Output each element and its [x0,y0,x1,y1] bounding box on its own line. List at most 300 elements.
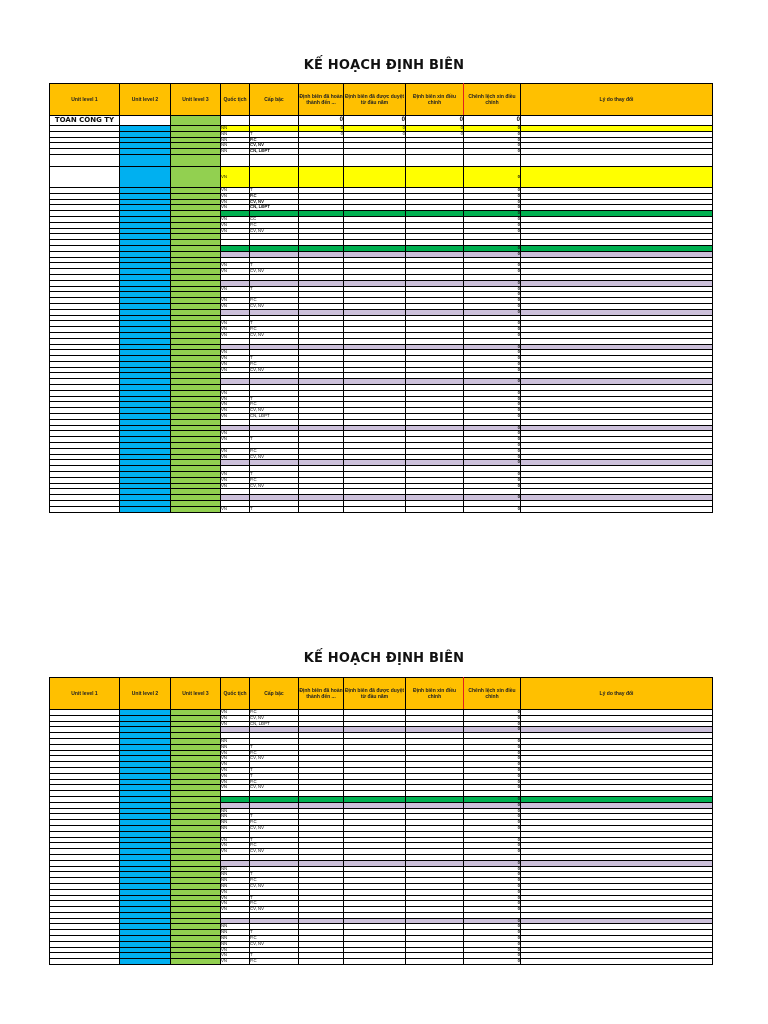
nationality-cell[interactable]: VN [221,767,250,773]
nationality-cell[interactable]: VN [221,303,250,309]
grade-cell[interactable]: T [250,356,299,362]
reason-cell[interactable] [521,166,713,187]
unit-level-2-cell[interactable] [120,154,171,166]
grade-cell[interactable]: CN, LĐPT [250,721,299,727]
requested-cell[interactable] [406,506,464,512]
nationality-cell[interactable]: VN [221,222,250,228]
staffing-plan-table-2 [49,677,713,965]
difference-cell[interactable]: 0 [464,808,521,814]
nationality-cell[interactable]: VN [221,396,250,402]
nationality-cell[interactable]: VN [221,437,250,443]
difference-cell[interactable]: 0 [464,187,521,193]
nationality-cell[interactable]: VN [221,483,250,489]
nationality-cell[interactable]: VN [221,298,250,304]
nationality-cell[interactable]: VN [221,448,250,454]
grade-cell[interactable]: T [250,930,299,936]
nationality-cell[interactable]: NN [221,808,250,814]
nationality-cell[interactable]: NN [221,866,250,872]
nationality-cell[interactable]: VN [221,205,250,211]
nationality-cell[interactable]: VN [221,477,250,483]
col-requested: Định biên xin điều chỉnh [406,84,464,116]
difference-cell[interactable]: 0 [464,762,521,768]
nationality-cell[interactable]: VN [221,710,250,716]
grade-cell[interactable]: CV, NV [250,269,299,275]
difference-cell[interactable]: 0 [464,924,521,930]
grade-cell[interactable]: P.C [250,843,299,849]
nationality-cell[interactable]: NN [221,149,250,155]
nationality-cell[interactable]: VN [221,327,250,333]
nationality-cell[interactable]: VN [221,321,250,327]
nationality-cell[interactable]: VN [221,895,250,901]
grade-cell[interactable]: P.C [250,750,299,756]
nationality-cell[interactable]: VN [221,953,250,959]
approved-cell[interactable] [344,166,406,187]
requested-cell[interactable]: 0 [406,126,464,132]
unit-level-1-cell[interactable] [50,154,120,166]
grade-cell[interactable]: P.C [250,327,299,333]
grade-cell[interactable]: T [250,437,299,443]
nationality-cell[interactable]: NN [221,131,250,137]
nationality-cell[interactable]: VN [221,199,250,205]
difference-cell[interactable]: 0 [464,506,521,512]
nationality-cell[interactable]: VN [221,715,250,721]
requested-cell[interactable] [406,166,464,187]
nationality-cell[interactable]: VN [221,472,250,478]
difference-cell[interactable]: 0 [464,959,521,965]
difference-cell[interactable]: 0 [464,773,521,779]
nationality-cell[interactable]: VN [221,228,250,234]
grade-cell[interactable] [250,166,299,187]
grade-cell[interactable]: CV, NV [250,907,299,913]
col-grade: Cấp bậc [250,84,299,116]
reason-cell[interactable] [521,154,713,166]
grade-cell[interactable]: CV, NV [250,228,299,234]
grade-cell[interactable]: T [250,872,299,878]
difference-cell[interactable]: 0 [464,309,521,315]
difference-cell[interactable]: 0 [464,292,521,298]
grade-cell[interactable]: CV, NV [250,303,299,309]
grade-cell[interactable]: T [250,837,299,843]
table-row [50,166,713,187]
difference-cell[interactable]: 0 [464,245,521,251]
difference-cell[interactable]: 0 [464,825,521,831]
difference-cell[interactable]: 0 [464,820,521,826]
unit-level-1-cell[interactable] [50,166,120,187]
nationality-cell[interactable]: VN [221,750,250,756]
requested-cell[interactable] [406,154,464,166]
approved-cell[interactable] [344,154,406,166]
difference-cell[interactable]: 0 [464,721,521,727]
nationality-cell[interactable]: VN [221,779,250,785]
difference-cell[interactable]: 0 [464,321,521,327]
difference-cell[interactable]: 0 [464,361,521,367]
col-unit-level-1: Unit level 1 [50,84,120,116]
total-difference[interactable]: 0 [464,116,521,126]
grade-cell[interactable]: CV, NV [250,825,299,831]
unit-level-3-cell[interactable] [171,166,221,187]
col-difference: Chênh lệch xin điều chỉnh [464,84,521,116]
difference-cell[interactable]: 0 [464,367,521,373]
cell[interactable] [250,116,299,126]
cell[interactable] [120,116,171,126]
difference-cell[interactable]: 0 [464,907,521,913]
difference-cell[interactable]: 0 [464,390,521,396]
grade-cell[interactable]: CN, LĐPT [250,149,299,155]
nationality-cell[interactable]: NN [221,825,250,831]
difference-cell[interactable]: 0 [464,437,521,443]
col-grade: Cấp bậc [250,678,299,710]
nationality-cell[interactable] [221,154,250,166]
nationality-cell[interactable]: NN [221,872,250,878]
difference-cell[interactable]: 0 [464,878,521,884]
company-label: TOÀN CÔNG TY [50,116,120,126]
nationality-cell[interactable]: NN [221,137,250,143]
nationality-cell[interactable]: VN [221,721,250,727]
grade-cell[interactable]: T [250,895,299,901]
difference-cell[interactable]: 0 [464,744,521,750]
difference-cell[interactable]: 0 [464,166,521,187]
header-row [50,678,713,710]
grade-cell[interactable]: P.C [250,137,299,143]
cell[interactable] [521,116,713,126]
col-unit-level-2: Unit level 2 [120,678,171,710]
total-approved[interactable]: 0 [344,116,406,126]
grade-cell[interactable]: T [250,953,299,959]
grade-cell[interactable]: CV, NV [250,454,299,460]
nationality-cell[interactable]: VN [221,947,250,953]
nationality-cell[interactable]: VN [221,166,250,187]
difference-cell[interactable]: 0 [464,756,521,762]
nationality-cell[interactable]: VN [221,843,250,849]
difference-cell[interactable]: 0 [464,715,521,721]
page2-title: KẾ HOẠCH ĐỊNH BIÊN [303,651,465,666]
difference-cell[interactable]: 0 [464,269,521,275]
difference-cell[interactable]: 0 [464,738,521,744]
difference-cell[interactable]: 0 [464,379,521,385]
completed-cell[interactable]: 0 [299,131,344,137]
difference-cell[interactable]: 0 [464,344,521,350]
approved-cell[interactable]: 0 [344,126,406,132]
nationality-cell[interactable]: VN [221,773,250,779]
grade-cell[interactable]: CV, NV [250,483,299,489]
col-unit-level-3: Unit level 3 [171,678,221,710]
nationality-cell[interactable]: VN [221,390,250,396]
nationality-cell[interactable]: VN [221,216,250,222]
page1-title: KẾ HOẠCH ĐỊNH BIÊN [303,58,465,73]
grade-cell[interactable]: P.C [250,779,299,785]
difference-cell[interactable]: 0 [464,149,521,155]
difference-cell[interactable]: 0 [464,396,521,402]
difference-cell[interactable]: 0 [464,727,521,733]
col-unit-level-1: Unit level 1 [50,678,120,710]
col-approved: Định biên đã được duyệt từ đầu năm [344,84,406,116]
grade-cell[interactable]: P.C [250,402,299,408]
nationality-cell[interactable]: VN [221,756,250,762]
col-requested: Định biên xin điều chỉnh [406,678,464,710]
nationality-cell[interactable]: NN [221,941,250,947]
difference-cell[interactable]: 0 [464,936,521,942]
difference-cell[interactable]: 0 [464,860,521,866]
difference-cell[interactable]: 0 [464,251,521,257]
nationality-cell[interactable]: NN [221,126,250,132]
unit-level-3-cell[interactable] [171,506,221,512]
difference-cell[interactable]: 0 [464,199,521,205]
difference-cell[interactable]: 0 [464,460,521,466]
grade-cell[interactable]: CN, LĐPT [250,205,299,211]
difference-cell[interactable]: 0 [464,901,521,907]
difference-cell[interactable]: 0 [464,327,521,333]
nationality-cell[interactable]: NN [221,936,250,942]
requested-cell[interactable]: 0 [406,131,464,137]
difference-cell[interactable]: 0 [464,263,521,269]
nationality-cell[interactable]: NN [221,814,250,820]
difference-cell[interactable]: 0 [464,414,521,420]
difference-cell[interactable]: 0 [464,930,521,936]
unit-level-2-cell[interactable] [120,166,171,187]
difference-cell[interactable]: 0 [464,280,521,286]
grade-cell[interactable]: CV, NV [250,785,299,791]
col-completed: Định biên đã hoàn thành đến ... [299,84,344,116]
reason-cell[interactable] [521,959,713,965]
difference-cell[interactable]: 0 [464,448,521,454]
difference-cell[interactable]: 0 [464,131,521,137]
difference-cell[interactable]: 0 [464,895,521,901]
grade-cell[interactable]: CV, NV [250,941,299,947]
unit-level-3-cell[interactable] [171,154,221,166]
difference-cell[interactable]: 0 [464,222,521,228]
difference-cell[interactable]: 0 [464,814,521,820]
difference-cell[interactable]: 0 [464,356,521,362]
total-requested[interactable]: 0 [406,116,464,126]
table-row [50,506,713,512]
nationality-cell[interactable]: VN [221,414,250,420]
nationality-cell[interactable]: NN [221,924,250,930]
difference-cell[interactable]: 0 [464,298,521,304]
nationality-cell[interactable]: VN [221,402,250,408]
difference-cell[interactable]: 0 [464,796,521,802]
unit-level-1-cell[interactable] [50,506,120,512]
unit-level-2-cell[interactable] [120,506,171,512]
completed-cell[interactable] [299,506,344,512]
col-nationality: Quốc tịch [221,84,250,116]
grade-cell[interactable]: T [250,767,299,773]
nationality-cell[interactable]: VN [221,269,250,275]
difference-cell[interactable]: 0 [464,443,521,449]
difference-cell[interactable]: 0 [464,866,521,872]
total-completed[interactable]: 0 [299,116,344,126]
difference-cell[interactable]: 0 [464,785,521,791]
difference-cell[interactable]: 0 [464,228,521,234]
difference-cell[interactable]: 0 [464,883,521,889]
nationality-cell[interactable]: VN [221,356,250,362]
difference-cell[interactable]: 0 [464,193,521,199]
grade-cell[interactable]: P.C [250,820,299,826]
requested-cell[interactable] [406,959,464,965]
grade-cell[interactable]: P.C [250,878,299,884]
approved-cell[interactable] [344,506,406,512]
completed-cell[interactable] [299,166,344,187]
difference-cell[interactable]: 0 [464,750,521,756]
difference-cell[interactable]: 0 [464,205,521,211]
table-row [50,959,713,965]
completed-cell[interactable] [299,959,344,965]
difference-cell[interactable]: 0 [464,137,521,143]
nationality-cell[interactable]: NN [221,883,250,889]
grade-cell[interactable]: T [250,814,299,820]
col-nationality: Quốc tịch [221,678,250,710]
nationality-cell[interactable]: VN [221,350,250,356]
col-approved: Định biên đã được duyệt từ đầu năm [344,678,406,710]
grade-cell[interactable]: T [250,263,299,269]
col-difference: Chênh lệch xin điều chỉnh [464,678,521,710]
nationality-cell[interactable]: VN [221,367,250,373]
grade-cell[interactable]: P.C [250,710,299,716]
difference-cell[interactable]: 0 [464,941,521,947]
nationality-cell[interactable]: VN [221,193,250,199]
grade-cell[interactable]: T [250,131,299,137]
difference-cell[interactable]: 0 [464,211,521,217]
nationality-cell[interactable]: NN [221,738,250,744]
nationality-cell[interactable]: VN [221,187,250,193]
approved-cell[interactable] [344,959,406,965]
nationality-cell[interactable]: VN [221,361,250,367]
nationality-cell[interactable]: VN [221,901,250,907]
company-total-row [50,116,713,126]
difference-cell[interactable]: 0 [464,408,521,414]
unit-level-1-cell[interactable] [50,959,120,965]
difference-cell[interactable]: 0 [464,143,521,149]
grade-cell[interactable]: CV, NV [250,367,299,373]
grade-cell[interactable]: T [250,744,299,750]
nationality-cell[interactable]: NN [221,878,250,884]
grade-cell[interactable]: P.C [250,448,299,454]
grade-cell[interactable]: P.C [250,361,299,367]
staffing-plan-table-1 [49,83,713,513]
grade-cell[interactable]: P.C [250,901,299,907]
grade-cell[interactable]: T [250,472,299,478]
difference-cell[interactable]: 0 [464,843,521,849]
difference-cell[interactable]: 0 [464,837,521,843]
nationality-cell[interactable]: NN [221,143,250,149]
nationality-cell[interactable]: VN [221,431,250,437]
difference-cell[interactable]: 0 [464,495,521,501]
header-row [50,84,713,116]
difference-cell[interactable]: 0 [464,402,521,408]
difference-cell[interactable]: 0 [464,779,521,785]
col-completed: Định biên đã hoàn thành đến ... [299,678,344,710]
completed-cell[interactable]: 0 [299,126,344,132]
difference-cell[interactable]: 0 [464,483,521,489]
unit-level-3-cell[interactable] [171,959,221,965]
col-reason: Lý do thay đổi [521,84,713,116]
col-reason: Lý do thay đổi [521,678,713,710]
grade-cell[interactable]: CV, NV [250,715,299,721]
nationality-cell[interactable]: VN [221,332,250,338]
grade-cell[interactable]: T [250,396,299,402]
nationality-cell[interactable]: VN [221,286,250,292]
difference-cell[interactable]: 0 [464,947,521,953]
difference-cell[interactable]: 0 [464,953,521,959]
cell[interactable] [171,116,221,126]
nationality-cell[interactable]: VN [221,889,250,895]
difference-cell[interactable]: 0 [464,431,521,437]
grade-cell[interactable]: CV, NV [250,849,299,855]
difference-cell[interactable]: 0 [464,477,521,483]
grade-cell[interactable]: T [250,187,299,193]
grade-cell[interactable]: CC [250,216,299,222]
nationality-cell[interactable]: VN [221,849,250,855]
difference-cell[interactable]: 0 [464,303,521,309]
grade-cell[interactable]: T [250,773,299,779]
grade-cell[interactable]: CV, NV [250,332,299,338]
difference-cell[interactable]: 0 [464,350,521,356]
difference-cell[interactable]: 0 [464,454,521,460]
grade-cell[interactable]: CV, NV [250,199,299,205]
completed-cell[interactable] [299,154,344,166]
unit-level-2-cell[interactable] [120,959,171,965]
cell[interactable] [221,116,250,126]
nationality-cell[interactable]: VN [221,408,250,414]
nationality-cell[interactable]: VN [221,263,250,269]
nationality-cell[interactable]: VN [221,454,250,460]
difference-cell[interactable]: 0 [464,216,521,222]
difference-cell[interactable]: 0 [464,872,521,878]
difference-cell[interactable]: 0 [464,767,521,773]
grade-cell[interactable]: P.C [250,959,299,965]
grade-cell[interactable]: CV, NV [250,143,299,149]
reason-cell[interactable] [521,506,713,512]
difference-cell[interactable]: 0 [464,802,521,808]
nationality-cell[interactable]: VN [221,762,250,768]
grade-cell[interactable]: P.C [250,222,299,228]
grade-cell[interactable]: CV, NV [250,408,299,414]
grade-cell[interactable]: P.C [250,298,299,304]
grade-cell[interactable]: P.C [250,936,299,942]
grade-cell[interactable]: CV, NV [250,756,299,762]
col-unit-level-3: Unit level 3 [171,84,221,116]
difference-cell[interactable]: 0 [464,425,521,431]
difference-cell[interactable]: 0 [464,332,521,338]
grade-cell[interactable]: P.C [250,193,299,199]
nationality-cell[interactable]: NN [221,930,250,936]
nationality-cell[interactable]: NN [221,820,250,826]
table-row [50,154,713,166]
nationality-cell[interactable]: VN [221,959,250,965]
nationality-cell[interactable]: VN [221,837,250,843]
grade-cell[interactable]: CN, LĐPT [250,414,299,420]
difference-cell[interactable]: 0 [464,889,521,895]
difference-cell[interactable]: 0 [464,126,521,132]
nationality-cell[interactable]: VN [221,785,250,791]
col-unit-level-2: Unit level 2 [120,84,171,116]
nationality-cell[interactable]: VN [221,907,250,913]
difference-cell[interactable] [464,154,521,166]
approved-cell[interactable]: 0 [344,131,406,137]
grade-cell[interactable]: T [250,506,299,512]
difference-cell[interactable]: 0 [464,849,521,855]
nationality-cell[interactable]: VN [221,506,250,512]
difference-cell[interactable]: 0 [464,918,521,924]
difference-cell[interactable]: 0 [464,286,521,292]
grade-cell[interactable]: P.C [250,477,299,483]
grade-cell[interactable]: T [250,286,299,292]
grade-cell[interactable]: CV, NV [250,883,299,889]
difference-cell[interactable]: 0 [464,710,521,716]
difference-cell[interactable]: 0 [464,472,521,478]
nationality-cell[interactable]: NN [221,744,250,750]
grade-cell[interactable]: T [250,321,299,327]
grade-cell[interactable] [250,154,299,166]
